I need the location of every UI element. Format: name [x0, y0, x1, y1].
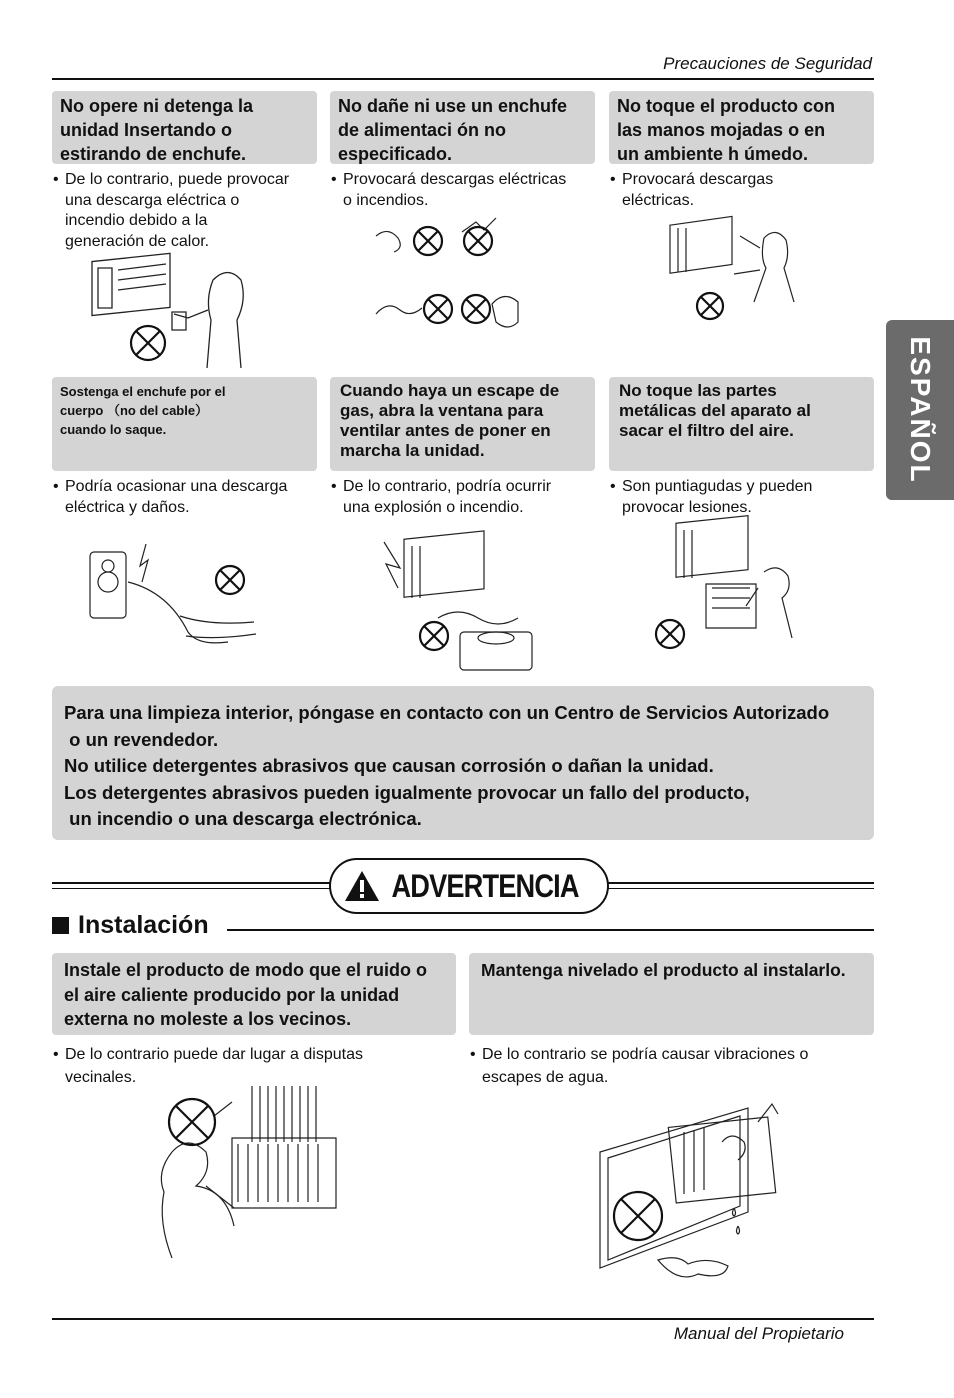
bullet-line: vecinales. — [65, 1069, 137, 1086]
prohibited-icon — [424, 295, 452, 323]
bullet-line: Son puntiagudas y pueden — [622, 478, 813, 495]
bullet-dot: • — [53, 1046, 59, 1063]
prohibited-icon — [464, 227, 492, 255]
bullet-line: De lo contrario, podría ocurrir — [343, 478, 552, 495]
bullet-gas-leak — [331, 477, 601, 518]
header-rule — [52, 78, 874, 80]
caution-title-line: cuerpo （no del cable） — [60, 403, 209, 418]
illustration-wet-hands — [664, 212, 804, 322]
illustration-level — [598, 1082, 808, 1282]
bullet-dot: • — [53, 171, 59, 188]
prohibited-icon — [131, 326, 165, 360]
caution-box-level — [469, 953, 874, 1035]
bullet-dot: • — [331, 478, 337, 495]
bullet-hold-plug — [53, 477, 323, 518]
notice-line: Para una limpieza interior, póngase en contacto con un Centro de Servicios Autorizado — [64, 702, 830, 723]
warning-rule-left-bottom — [52, 888, 332, 889]
prohibited-icon — [216, 566, 244, 594]
illustration-metal-parts — [650, 522, 810, 652]
caution-title-line: No toque las partes — [619, 381, 777, 400]
bullet-line: eléctricas. — [622, 191, 695, 209]
illustration-noise — [148, 1082, 348, 1262]
bullet-line: una explosión o incendio. — [343, 498, 524, 516]
bullet-plug-damage — [331, 170, 601, 211]
caution-title-line: Sostenga el enchufe por el — [60, 384, 226, 399]
caution-title-line: Mantenga nivelado el producto al instalarlo. — [481, 960, 846, 980]
section-rule — [227, 929, 874, 931]
caution-box-metal-parts — [609, 377, 874, 471]
notice-line: Los detergentes abrasivos pueden igualmente provocar un fallo del producto, — [64, 781, 750, 803]
caution-title-line: el aire caliente producido por la unidad — [64, 984, 400, 1005]
bullet-dot: • — [610, 171, 616, 188]
notice-line: o un revendedor. — [64, 728, 219, 750]
prohibited-icon — [420, 622, 448, 650]
bullet-wet-hands — [610, 170, 870, 211]
running-footer: Manual del Propietario — [673, 1324, 844, 1343]
illustration-gas-leak — [378, 522, 538, 682]
bullet-dot: • — [331, 171, 337, 188]
illustration-hold-plug — [76, 536, 266, 656]
prohibited-icon — [414, 227, 442, 255]
bullet-line: eléctrica y daños. — [65, 498, 190, 516]
caution-title-line: unidad Insertando o — [60, 120, 233, 140]
warning-label: ADVERTENCIA — [391, 867, 579, 904]
caution-title-line: No opere ni detenga la — [60, 96, 254, 116]
caution-title-line: metálicas del aparato al — [619, 401, 811, 420]
caution-title-line: estirando de enchufe. — [60, 144, 247, 164]
caution-title-line: sacar el filtro del aire. — [619, 421, 794, 440]
bullet-line: provocar lesiones. — [622, 498, 752, 516]
section-square-icon — [52, 917, 69, 934]
prohibited-icon — [697, 293, 723, 319]
caution-title-line: especificado. — [338, 144, 453, 164]
caution-title-line: un ambiente h úmedo. — [617, 144, 809, 164]
bullet-dot: • — [53, 478, 59, 495]
section-title: Instalación — [78, 911, 209, 939]
caution-title-line: de alimentaci ón no — [338, 120, 507, 140]
warning-rule-right-bottom — [606, 888, 874, 889]
notice-line: No utilice detergentes abrasivos que causan corrosión o dañan la unidad. — [64, 755, 714, 776]
bullet-line: De lo contrario, puede provocar — [65, 171, 290, 188]
warning-rule-left-top — [52, 882, 332, 884]
cleaning-notice — [52, 686, 874, 840]
bullet-line: escapes de agua. — [482, 1069, 609, 1086]
caution-box-wet-hands — [609, 91, 874, 164]
warning-triangle-icon — [343, 869, 381, 903]
bullet-line: Podría ocasionar una descarga — [65, 478, 288, 495]
caution-title-line: ventilar antes de poner en — [340, 421, 551, 440]
caution-title-line: externa no moleste a los vecinos. — [64, 1009, 352, 1029]
caution-box-hold-plug — [52, 377, 317, 471]
illustration-plug-insert — [88, 250, 258, 370]
caution-title-line: marcha la unidad. — [340, 441, 485, 460]
prohibited-icon — [656, 620, 684, 648]
bullet-dot: • — [470, 1046, 476, 1063]
caution-title-line: cuando lo saque. — [60, 422, 167, 437]
bullet-line: De lo contrario se podría causar vibraciones o — [482, 1046, 809, 1063]
warning-banner — [329, 858, 609, 914]
notice-line: un incendio o una descarga electrónica. — [64, 808, 422, 829]
prohibited-icon — [462, 295, 490, 323]
bullet-plug-insert — [53, 170, 323, 252]
warning-rule-right-top — [606, 882, 874, 884]
caution-title-line: las manos mojadas o en — [617, 120, 826, 140]
caution-title-line: No toque el producto con — [617, 96, 835, 116]
bullet-line: generación de calor. — [65, 232, 210, 250]
prohibited-icon — [169, 1099, 215, 1145]
illustration-plug-damage — [370, 214, 540, 334]
bullet-metal-parts — [610, 477, 870, 518]
caution-box-plug-damage — [330, 91, 595, 164]
bullet-dot: • — [610, 478, 616, 495]
caution-title-line: Cuando haya un escape de — [340, 381, 560, 400]
bullet-line: una descarga eléctrica o — [65, 191, 240, 209]
caution-box-gas-leak — [330, 377, 595, 471]
bullet-line: Provocará descargas eléctricas — [343, 171, 567, 188]
bullet-line: incendio debido a la — [65, 212, 208, 229]
bullet-line: De lo contrario puede dar lugar a disputas — [65, 1046, 363, 1063]
bullet-line: o incendios. — [343, 191, 429, 209]
prohibited-icon — [614, 1192, 662, 1240]
caution-box-plug-insert — [52, 91, 317, 164]
caution-title-line: Instale el producto de modo que el ruido o — [64, 960, 428, 980]
caution-title-line: No dañe ni use un enchufe — [338, 96, 568, 116]
caution-title-line: gas, abra la ventana para — [340, 401, 544, 420]
footer-rule — [52, 1318, 874, 1320]
running-header: Precauciones de Seguridad — [663, 54, 872, 73]
language-tab — [886, 320, 954, 500]
language-tab-label: ESPAÑOL — [905, 336, 936, 484]
bullet-line: Provocará descargas — [622, 171, 774, 188]
caution-box-noise — [52, 953, 456, 1035]
section-heading — [52, 911, 209, 940]
